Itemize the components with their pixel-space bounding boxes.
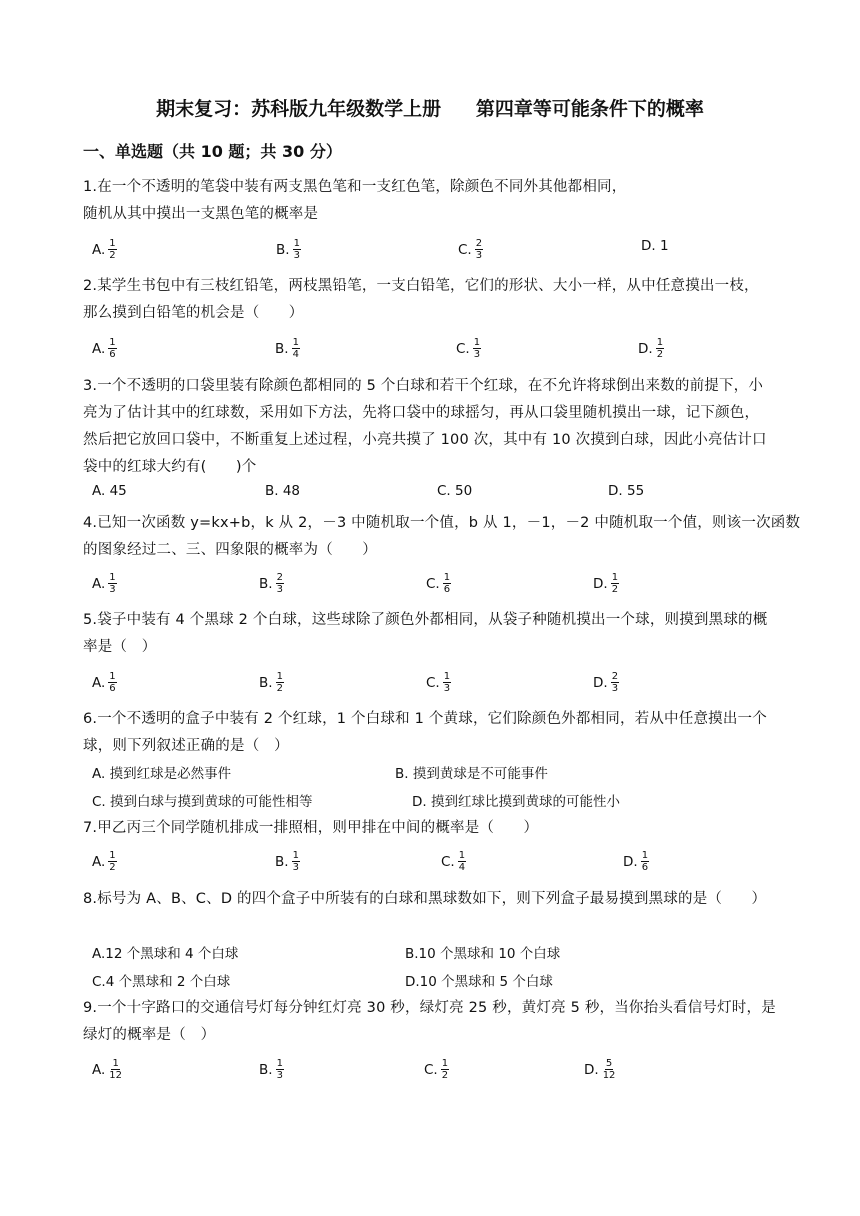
option-label: A. 45 xyxy=(92,483,127,499)
q9-option-b xyxy=(259,1058,284,1081)
q5-option-b xyxy=(259,671,284,694)
q5-option-c xyxy=(426,671,451,694)
fraction-denominator: 2 xyxy=(441,1070,449,1081)
option-label: B. xyxy=(259,575,273,592)
q4-text-line: 的图象经过二、三、四象限的概率为（ ） xyxy=(83,542,377,558)
q5-option-d xyxy=(593,671,619,694)
fraction xyxy=(602,1058,617,1081)
q7-option-b xyxy=(275,850,300,873)
fraction xyxy=(293,238,301,261)
q3-text-line: 亮为了估计其中的红球数，采用如下方法，先将口袋中的球摇匀，再从口袋里随机摸出一球，记下颜色， xyxy=(83,405,760,421)
q6-option-b xyxy=(395,762,551,782)
q4-option-b xyxy=(259,572,284,595)
q7-text-line: 7.甲乙丙三个同学随机排成一排照相，则甲排在中间的概率是（ ） xyxy=(83,820,539,836)
fraction-denominator: 3 xyxy=(293,250,300,261)
q3-text-line: 3.一个不透明的口袋里装有除颜色都相同的 5 个白球和若干个红球，在不允许将球倒出来数的前提下，小 xyxy=(83,378,764,394)
option-label: D. xyxy=(593,674,608,691)
fraction xyxy=(108,1058,123,1081)
q4-option-a xyxy=(92,572,117,595)
fraction-denominator: 3 xyxy=(475,250,483,261)
q9-option-d xyxy=(584,1058,616,1081)
fraction-numerator: 1 xyxy=(611,572,619,583)
fraction xyxy=(656,337,664,360)
fraction-denominator: 3 xyxy=(109,584,116,595)
q2-option-a xyxy=(92,337,117,360)
option-label: C. xyxy=(424,1061,438,1078)
fraction xyxy=(443,671,451,694)
fraction-numerator: 1 xyxy=(109,337,116,348)
option-label: D. 55 xyxy=(608,483,645,499)
fraction-numerator: 1 xyxy=(109,238,116,249)
q8-option-a xyxy=(92,942,241,962)
q9-option-a xyxy=(92,1058,123,1081)
fraction xyxy=(108,671,116,694)
fraction-denominator: 2 xyxy=(656,349,664,360)
option-label: C. xyxy=(426,674,440,691)
q7-option-d xyxy=(623,850,649,873)
fraction-numerator: 1 xyxy=(109,671,116,682)
fraction-numerator: 1 xyxy=(109,572,116,583)
title-part2: 第四章等可能条件下的概率 xyxy=(475,98,704,120)
fraction-denominator: 2 xyxy=(276,683,283,694)
option-label: B. xyxy=(275,340,289,357)
q3-option-d xyxy=(608,483,647,499)
q5-text-line: 5.袋子中装有 4 个黑球 2 个白球，这些球除了颜色外都相同，从袋子种随机摸出一个球，则摸到黑球的概 xyxy=(83,612,768,628)
option-label: C. 摸到白球与摸到黄球的可能性相等 xyxy=(92,794,313,810)
fraction-denominator: 3 xyxy=(611,683,619,694)
option-label: A. xyxy=(92,340,106,357)
fraction-denominator: 4 xyxy=(458,862,466,873)
fraction-numerator: 1 xyxy=(656,337,664,348)
fraction-numerator: 5 xyxy=(605,1058,613,1069)
fraction-numerator: 2 xyxy=(475,238,483,249)
fraction-denominator: 3 xyxy=(276,1070,283,1081)
q1-text-line: 随机从其中摸出一支黑色笔的概率是 xyxy=(83,206,319,222)
option-label: D. xyxy=(584,1061,599,1078)
q3-text-line: 袋中的红球大约有( )个 xyxy=(83,459,257,475)
q8-option-d xyxy=(405,970,556,990)
fraction xyxy=(276,1058,284,1081)
option-label: B. xyxy=(259,674,273,691)
option-label: D.10 个黑球和 5 个白球 xyxy=(405,974,553,990)
option-label: D. xyxy=(638,340,653,357)
fraction-denominator: 4 xyxy=(292,349,299,360)
q9-text-line: 绿灯的概率是（ ） xyxy=(83,1027,216,1043)
fraction-denominator: 3 xyxy=(443,683,451,694)
fraction-numerator: 1 xyxy=(458,850,466,861)
fraction-numerator: 1 xyxy=(443,671,451,682)
q7-option-a xyxy=(92,850,117,873)
fraction xyxy=(292,337,300,360)
q3-option-c xyxy=(437,483,475,499)
q4-option-c xyxy=(426,572,451,595)
fraction-numerator: 1 xyxy=(293,238,300,249)
q2-text-line: 2.某学生书包中有三枝红铅笔，两枝黑铅笔，一支白铅笔，它们的形状、大小一样，从中任意摸出一枝， xyxy=(83,278,759,294)
q6-text-line: 6.一个不透明的盒子中装有 2 个红球，1 个白球和 1 个黄球，它们除颜色外都相同，若从中任意摸出一个 xyxy=(83,711,767,727)
option-label: B. xyxy=(259,1061,273,1078)
option-label: C. xyxy=(441,853,455,870)
option-label: B. 48 xyxy=(265,483,301,499)
fraction-numerator: 1 xyxy=(109,850,116,861)
fraction-numerator: 2 xyxy=(611,671,619,682)
option-label: B.10 个黑球和 10 个白球 xyxy=(405,946,561,962)
q8-option-b xyxy=(405,942,563,962)
fraction-denominator: 6 xyxy=(109,683,116,694)
fraction-numerator: 1 xyxy=(441,1058,449,1069)
option-label: C. xyxy=(458,241,472,258)
fraction xyxy=(441,1058,449,1081)
fraction-denominator: 3 xyxy=(473,349,481,360)
option-label: C. xyxy=(426,575,440,592)
q4-option-d xyxy=(593,572,619,595)
fraction xyxy=(108,238,116,261)
q3-option-a xyxy=(92,483,130,499)
fraction-numerator: 1 xyxy=(473,337,481,348)
fraction xyxy=(108,572,116,595)
option-label: D. 1 xyxy=(641,238,669,254)
q8-option-c xyxy=(92,970,233,990)
fraction-denominator: 2 xyxy=(611,584,619,595)
q7-option-c xyxy=(441,850,466,873)
q5-text-line: 率是（ ） xyxy=(83,639,157,655)
q6-option-d xyxy=(412,790,623,810)
q6-option-c xyxy=(92,790,316,810)
option-label: A.12 个黑球和 4 个白球 xyxy=(92,946,239,962)
fraction-denominator: 6 xyxy=(641,862,649,873)
q1-option-c xyxy=(458,238,483,261)
option-label: A. 摸到红球是必然事件 xyxy=(92,766,232,782)
fraction xyxy=(611,572,619,595)
fraction-denominator: 3 xyxy=(292,862,299,873)
option-label: A. xyxy=(92,674,106,691)
q3-text-line: 然后把它放回口袋中，不断重复上述过程，小亮共摸了 100 次，其中有 10 次摸到白球，因此小亮估计口 xyxy=(83,432,767,448)
fraction-denominator: 6 xyxy=(109,349,116,360)
fraction-numerator: 1 xyxy=(641,850,649,861)
q2-option-b xyxy=(275,337,300,360)
option-label: A. xyxy=(92,853,106,870)
option-label: D. xyxy=(623,853,638,870)
option-label: D. xyxy=(593,575,608,592)
q9-text-line: 9.一个十字路口的交通信号灯每分钟红灯亮 30 秒，绿灯亮 25 秒，黄灯亮 5 秒，当你抬头看信号灯时，是 xyxy=(83,1000,776,1016)
q6-option-a xyxy=(92,762,234,782)
fraction xyxy=(641,850,649,873)
fraction-numerator: 1 xyxy=(443,572,451,583)
option-label: B. xyxy=(276,241,290,258)
fraction-numerator: 1 xyxy=(292,850,299,861)
q1-option-b xyxy=(276,238,301,261)
option-label: A. xyxy=(92,1061,106,1078)
fraction-denominator: 6 xyxy=(443,584,451,595)
option-label: D. 摸到红球比摸到黄球的可能性小 xyxy=(412,794,620,810)
q9-option-c xyxy=(424,1058,449,1081)
q6-text-line: 球，则下列叙述正确的是（ ） xyxy=(83,738,289,754)
option-label: B. xyxy=(275,853,289,870)
q8-text-line: 8.标号为 A、B、C、D 的四个盒子中所装有的白球和黑球数如下，则下列盒子最易摸到黑球的是（ ） xyxy=(83,891,767,907)
fraction-numerator: 1 xyxy=(276,1058,283,1069)
option-label: C.4 个黑球和 2 个白球 xyxy=(92,974,231,990)
fraction xyxy=(475,238,483,261)
fraction xyxy=(276,671,284,694)
fraction-denominator: 2 xyxy=(109,250,116,261)
option-label: C. 50 xyxy=(437,483,473,499)
fraction-numerator: 2 xyxy=(276,572,283,583)
fraction-numerator: 1 xyxy=(276,671,283,682)
option-label: A. xyxy=(92,241,106,258)
q1-text-line: 1.在一个不透明的笔袋中装有两支黑色笔和一支红色笔，除颜色不同外其他都相同， xyxy=(83,179,627,195)
fraction xyxy=(473,337,481,360)
q2-text-line: 那么摸到白铅笔的机会是（ ） xyxy=(83,305,304,321)
q1-option-a xyxy=(92,238,117,261)
option-label: B. 摸到黄球是不可能事件 xyxy=(395,766,548,782)
fraction xyxy=(611,671,619,694)
fraction-denominator: 2 xyxy=(109,862,116,873)
q2-option-d xyxy=(638,337,664,360)
page-title xyxy=(0,94,860,121)
fraction-numerator: 1 xyxy=(112,1058,119,1069)
title-part1: 期末复习：苏科版九年级数学上册 xyxy=(156,98,442,120)
option-label: A. xyxy=(92,575,106,592)
fraction xyxy=(108,337,116,360)
fraction xyxy=(292,850,300,873)
fraction xyxy=(443,572,451,595)
fraction-denominator: 12 xyxy=(602,1070,616,1081)
q4-text-line: 4.已知一次函数 y=kx+b，k 从 2，－3 中随机取一个值，b 从 1，－1，－2 中随机取一个值，则该一次函数 xyxy=(83,515,801,531)
fraction-denominator: 12 xyxy=(109,1070,123,1081)
q5-option-a xyxy=(92,671,117,694)
q1-option-d xyxy=(641,238,672,254)
q3-option-b xyxy=(265,483,303,499)
fraction-numerator: 1 xyxy=(292,337,299,348)
fraction xyxy=(458,850,466,873)
fraction-denominator: 3 xyxy=(276,584,283,595)
q2-option-c xyxy=(456,337,481,360)
option-label: C. xyxy=(456,340,470,357)
fraction xyxy=(108,850,116,873)
section-heading: 一、单选题（共 10 题；共 30 分） xyxy=(83,142,342,161)
fraction xyxy=(276,572,284,595)
